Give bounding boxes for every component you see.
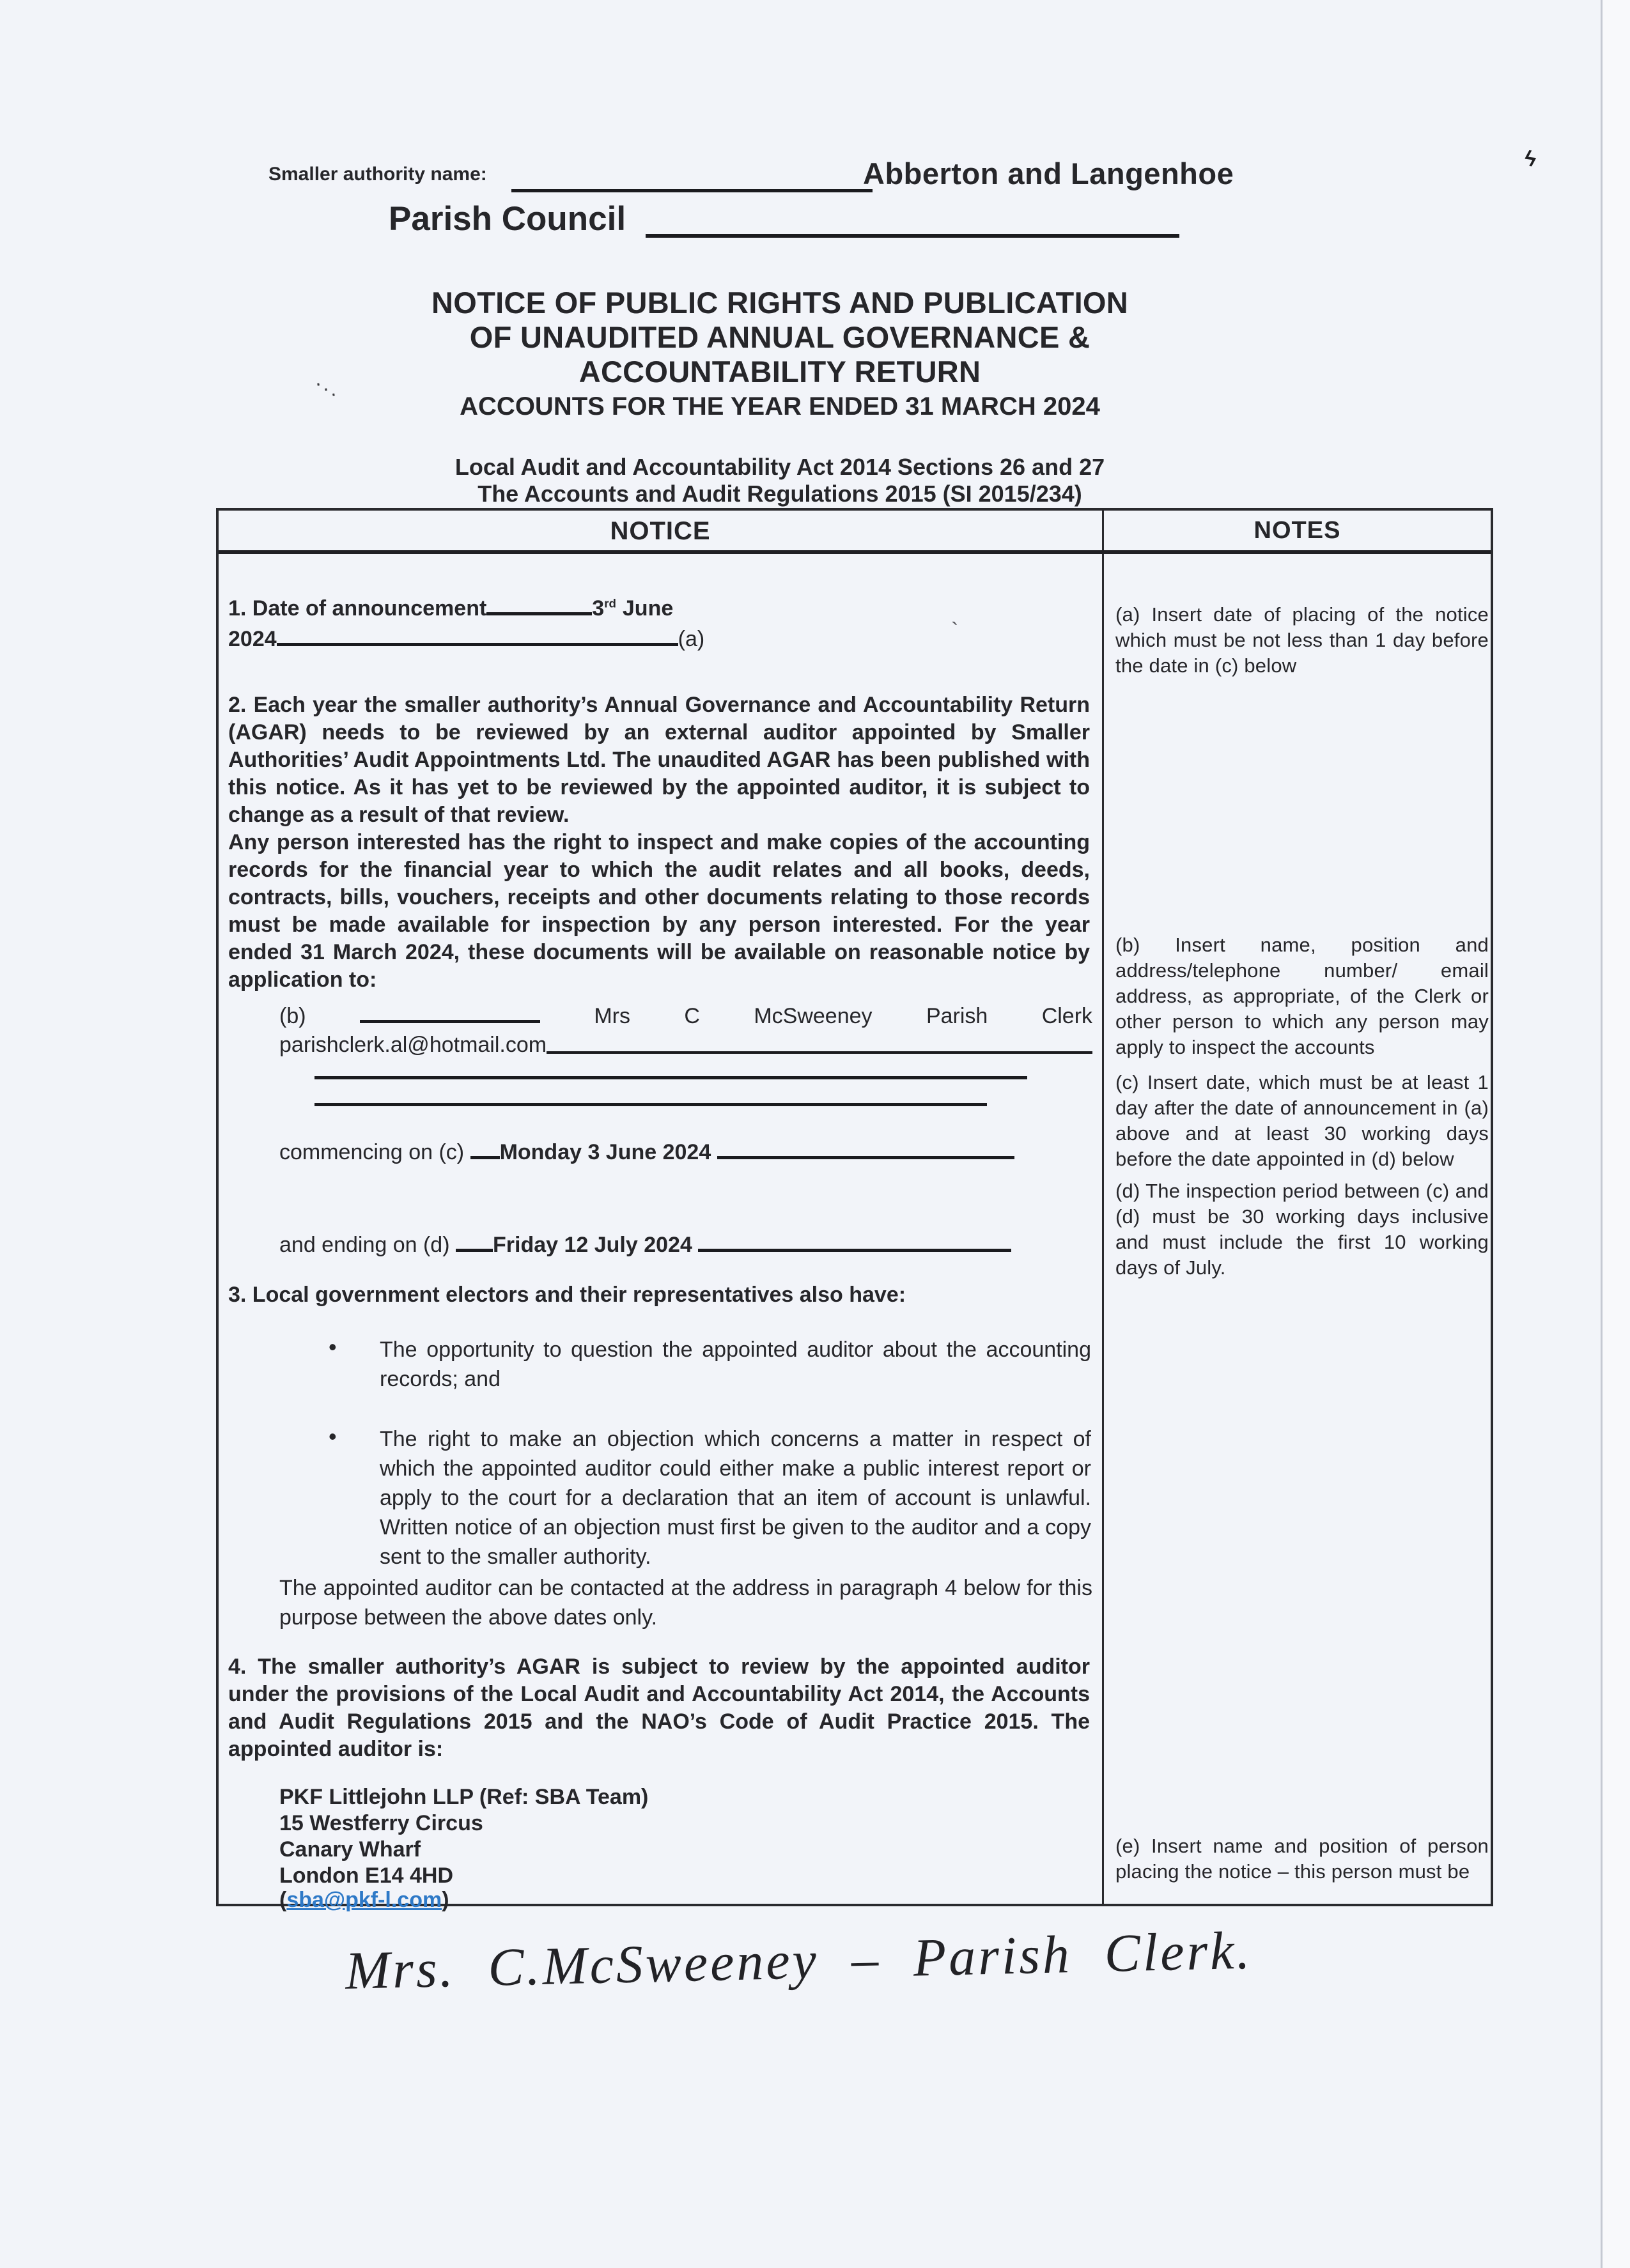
ending-label: and ending on (d) <box>279 1233 450 1257</box>
accounts-year-subtitle: ACCOUNTS FOR THE YEAR ENDED 31 MARCH 2024 <box>460 392 1100 420</box>
notice-column-header: NOTICE <box>610 517 711 545</box>
ending-underline-2 <box>698 1245 1011 1252</box>
commencing-underline-2 <box>717 1152 1014 1159</box>
section2-paragraphs <box>228 691 1090 994</box>
act-reference-line1: Local Audit and Accountability Act 2014 Sections 26 and 27 <box>454 454 1105 480</box>
page-title-line1: NOTICE OF PUBLIC RIGHTS AND PUBLICATION <box>431 286 1129 320</box>
notice-table <box>216 508 1493 1912</box>
clerk-position-word2: Clerk <box>1041 1004 1093 1028</box>
blank-line-1 <box>314 1076 1027 1079</box>
clerk-email-row <box>279 1033 1092 1058</box>
ink-mark-left: ⋱ <box>314 377 338 402</box>
section1-underline-1 <box>486 608 592 615</box>
note-c: (c) Insert date, which must be at least 1 day after the date of announcement in (a) above and at least 30 working days before the date appointed in (d) below <box>1115 1071 1489 1170</box>
note-d: (d) The inspection period between (c) and (d) must be 30 working days inclusive and must include the first 10 working days of July. <box>1115 1180 1489 1279</box>
section1-ref-a: (a) <box>678 627 705 651</box>
section1-month: June <box>622 596 674 621</box>
auditor-address-line2: Canary Wharf <box>279 1837 421 1862</box>
commencing-label: commencing on (c) <box>279 1140 465 1164</box>
ending-underline-1 <box>456 1245 493 1252</box>
blank-line-2 <box>314 1103 987 1106</box>
commencing-date-row <box>279 1140 1014 1165</box>
section3-heading: 3. Local government electors and their representatives also have: <box>228 1283 906 1307</box>
clerk-title: Mrs <box>594 1004 630 1028</box>
handwritten-signature: Mrs. C.McSweeney – Parish Clerk. <box>345 1920 1254 2001</box>
clerk-name-row <box>279 1004 1092 1029</box>
clerk-ref-b: (b) <box>279 1004 306 1028</box>
authority-type-underline <box>646 234 1179 238</box>
email-paren-close: ) <box>442 1888 449 1912</box>
notes-column-header: NOTES <box>1254 517 1341 544</box>
page-title-line3: ACCOUNTABILITY RETURN <box>578 355 981 389</box>
authority-type-value: Parish Council <box>389 200 626 238</box>
clerk-surname: McSweeney <box>754 1004 873 1028</box>
commencing-date-value: Monday 3 June 2024 <box>499 1140 711 1164</box>
section1-label: 1. Date of announcement <box>228 596 487 621</box>
ending-date-row <box>279 1233 1011 1258</box>
section1-day-suffix: rd <box>604 596 616 610</box>
clerk-email: parishclerk.al@hotmail.com <box>279 1033 547 1057</box>
page-title-line2: OF UNAUDITED ANNUAL GOVERNANCE & <box>469 320 1091 354</box>
authority-name-underline <box>511 189 873 192</box>
section3-bullet-2: The right to make an objection which concerns a matter in respect of which the appointed auditor could either make a public interest report or apply to the court for a declaration that an item of account is unlawful. Written notice of an objection must first be given to the auditor and a copy sent to the smaller authority. <box>380 1427 1091 1569</box>
note-b: (b) Insert name, position and address/telephone number/ email address, as appropriate, of the Clerk or other person to which any person may apply to inspect the accounts <box>1115 934 1489 1058</box>
table-header-rule <box>219 550 1491 554</box>
auditor-address-line1: 15 Westferry Circus <box>279 1811 483 1835</box>
clerk-name-underline <box>360 1016 540 1023</box>
section2-paragraph-1: 2. Each year the smaller authority’s Annual Governance and Accountability Return (AGAR) needs to be reviewed by an external auditor appointed by Smaller Authorities’ Audit Appointments Ltd. The unaudited AGAR has been published with this notice. As it has yet to be reviewed by the appointed auditor, it is subject to change as a result of that review. <box>228 693 1090 827</box>
table-column-divider <box>1102 511 1104 1904</box>
auditor-address-line3: London E14 4HD <box>279 1863 454 1888</box>
note-a: (a) Insert date of placing of the notice which must be not less than 1 day before the date in (c) below <box>1115 603 1489 677</box>
scan-edge-line <box>1601 0 1603 2268</box>
section1-underline-2 <box>277 639 678 646</box>
clerk-position-word1: Parish <box>926 1004 988 1028</box>
section2-paragraph-2: Any person interested has the right to inspect and make copies of the accounting records for the financial year to which the audit relates and all books, deeds, contracts, bills, vouchers, receipts and other documents relating to those records must be made available for inspection by any person interested. For the year ended 31 March 2024, these documents will be available on reasonable notice by application to: <box>228 830 1090 992</box>
ink-mark-top-right: ϟ <box>1523 146 1538 173</box>
bullet-icon: • <box>329 1334 337 1360</box>
authority-name-label: Smaller authority name: <box>268 164 487 185</box>
section1-day: 3 <box>592 596 605 621</box>
authority-name-value: Abberton and Langenhoe <box>863 157 1234 190</box>
section1-year: 2024 <box>228 627 277 651</box>
section1-date-line2 <box>228 627 704 652</box>
act-reference-line2: The Accounts and Audit Regulations 2015 (SI 2015/234) <box>477 481 1082 507</box>
auditor-address-block <box>279 1784 648 1889</box>
email-paren-open: ( <box>279 1888 287 1912</box>
auditor-name: PKF Littlejohn LLP (Ref: SBA Team) <box>279 1785 649 1809</box>
auditor-email-row <box>279 1888 449 1913</box>
ink-mark-apostrophe: ` <box>951 619 959 643</box>
auditor-contact-note: The appointed auditor can be contacted at the address in paragraph 4 below for this purpose between the above dates only. <box>279 1576 1092 1630</box>
commencing-underline-1 <box>470 1152 500 1159</box>
section1-date-line1 <box>228 596 673 621</box>
bullet-icon: • <box>329 1423 337 1449</box>
ending-date-value: Friday 12 July 2024 <box>493 1233 692 1257</box>
auditor-email-link[interactable]: sba@pkf-l.com <box>286 1888 442 1912</box>
scan-right-margin <box>1603 0 1630 2268</box>
note-e: (e) Insert name and position of person placing the notice – this person must be <box>1115 1835 1489 1883</box>
clerk-initial: C <box>684 1004 700 1028</box>
clerk-email-underline <box>547 1047 1092 1054</box>
section4-paragraph: 4. The smaller authority’s AGAR is subject to review by the appointed auditor under the provisions of the Local Audit and Accountability Act 2014, the Accounts and Audit Regulations 2015 and the NAO’s Code of Audit Practice 2015. The appointed auditor is: <box>228 1655 1090 1761</box>
section3-bullet-1: The opportunity to question the appointed auditor about the accounting records; and <box>380 1338 1091 1391</box>
